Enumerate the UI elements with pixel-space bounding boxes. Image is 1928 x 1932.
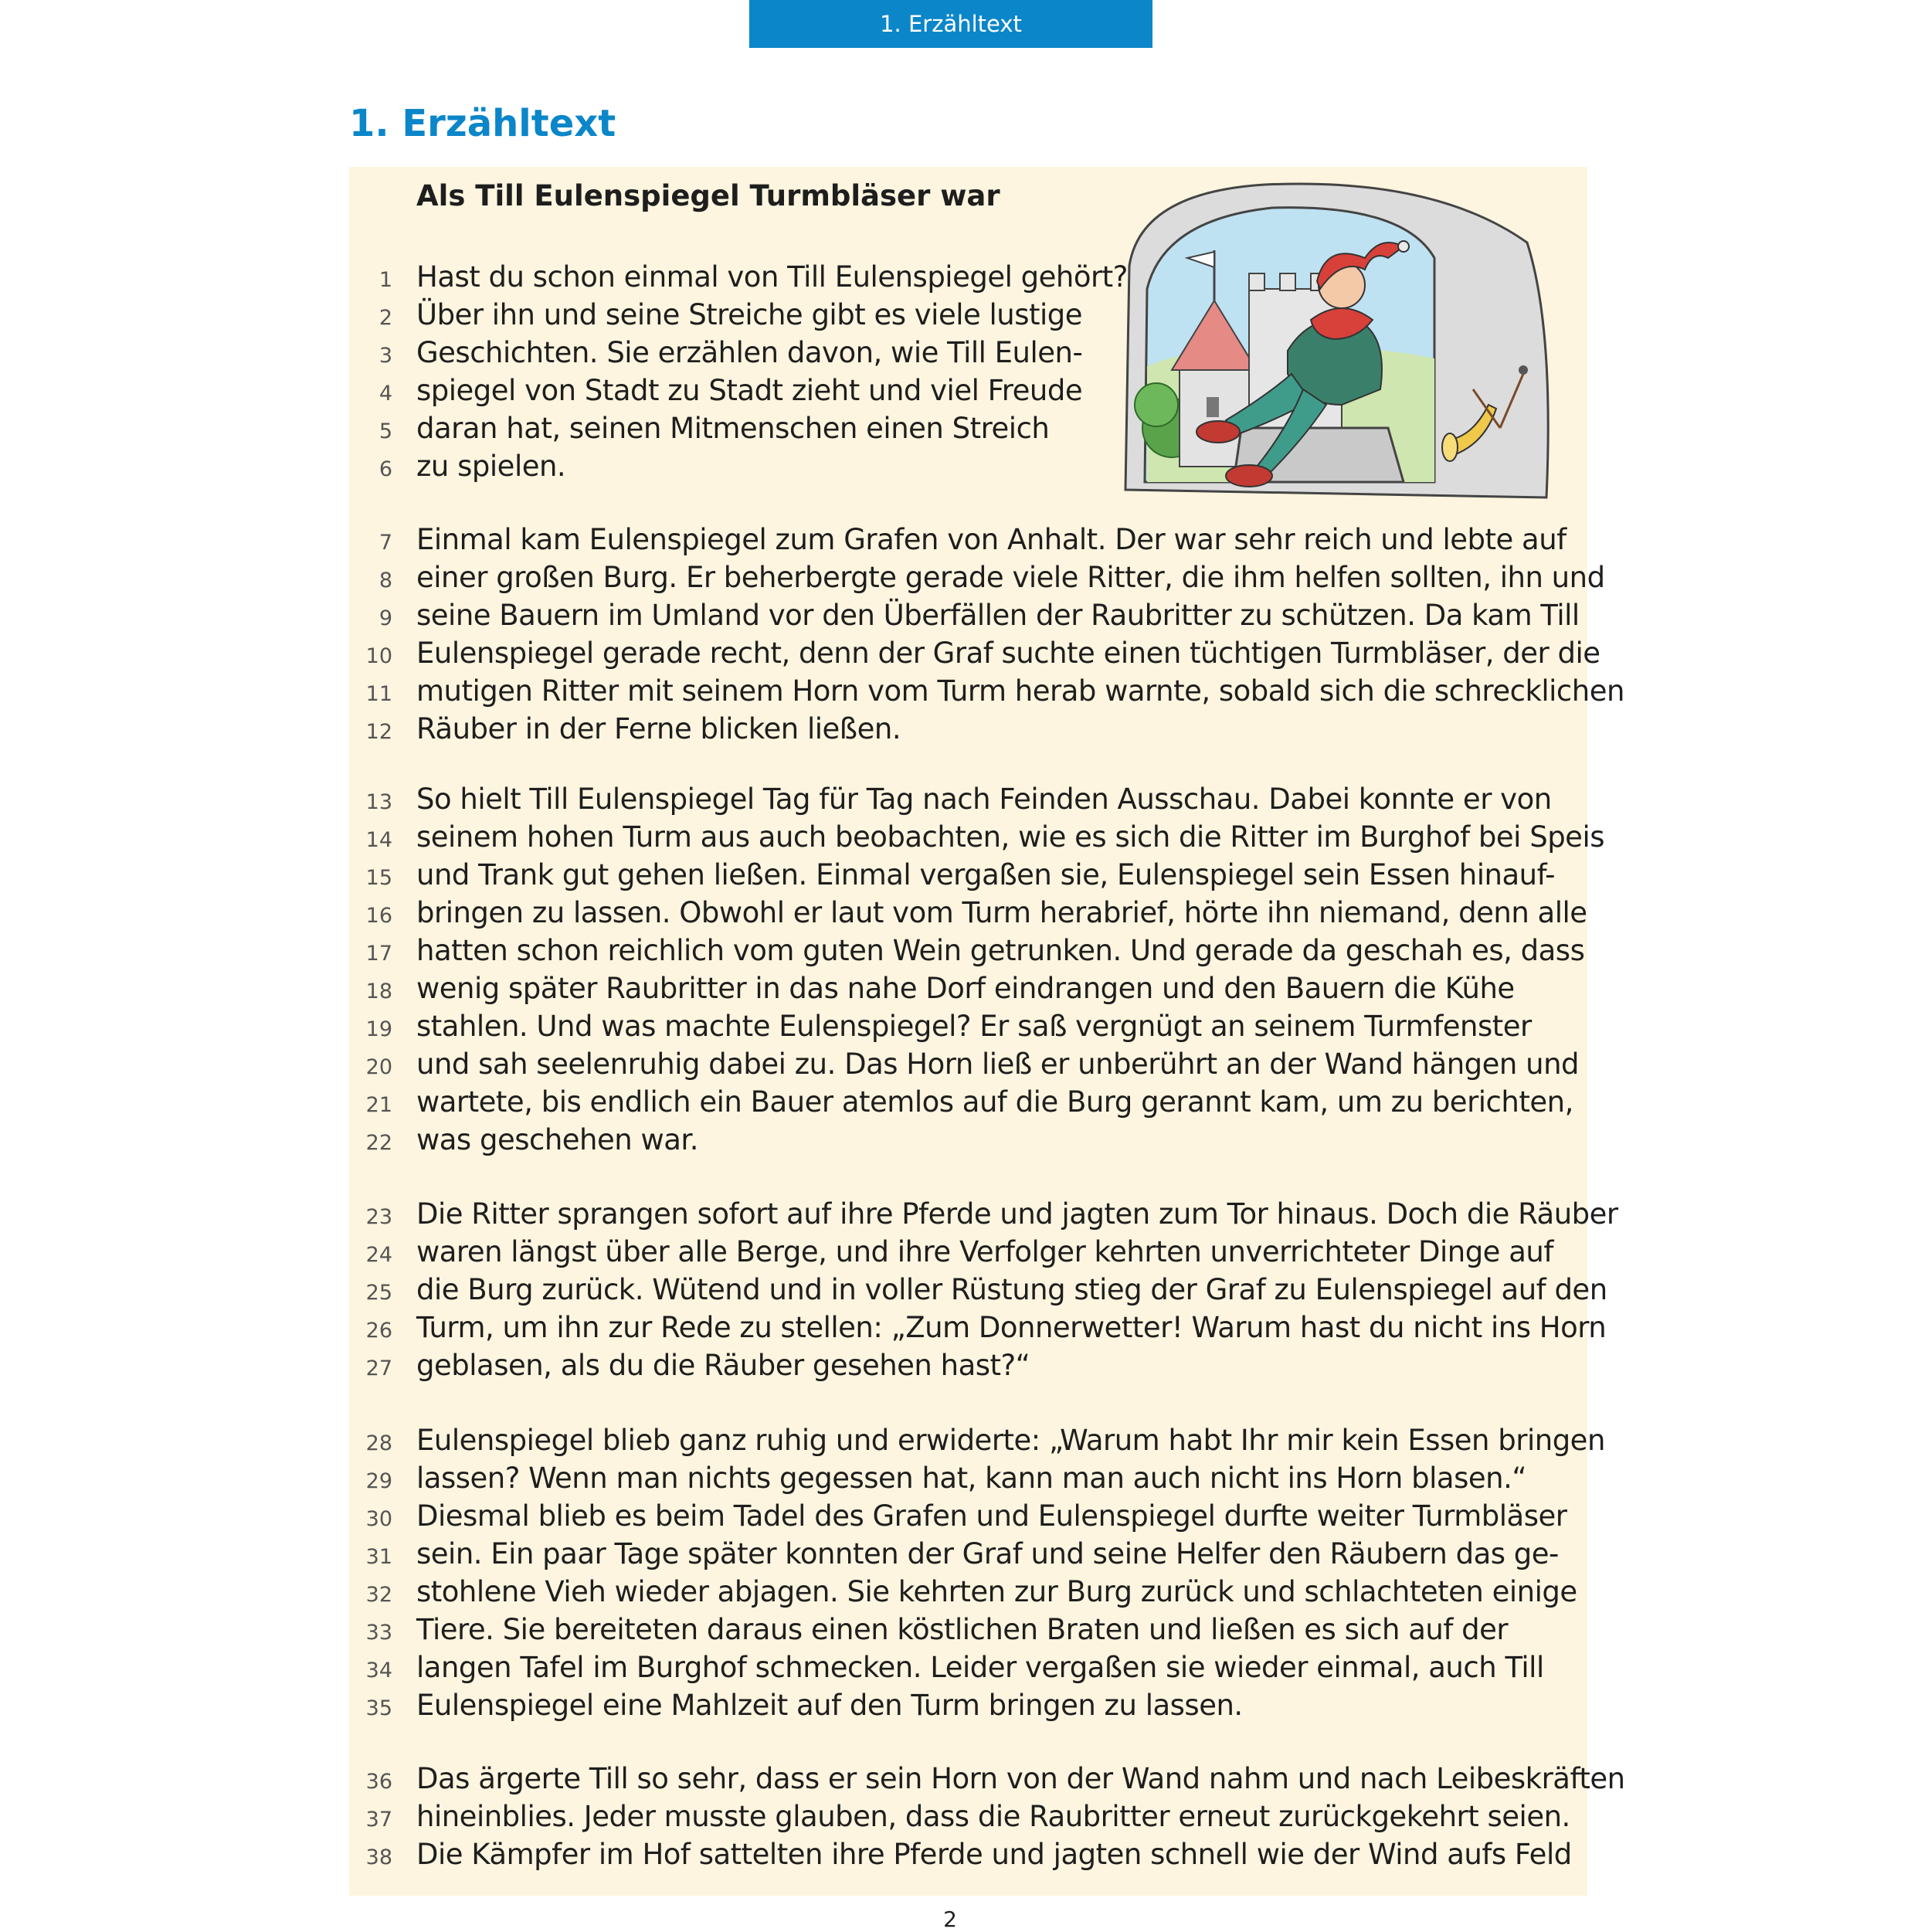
story-line: langen Tafel im Burghof schmecken. Leider vergaßen sie wieder einmal, auch Till <box>416 1651 1544 1684</box>
story-line: Eulenspiegel gerade recht, denn der Graf suchte einen tüchtigen Turmbläser, der die <box>416 637 1600 670</box>
story-line: Eulenspiegel blieb ganz ruhig und erwiderte: „Warum habt Ihr mir kein Essen bringen <box>416 1424 1605 1457</box>
line-number: 35 <box>365 1696 392 1720</box>
line-number: 18 <box>365 980 392 1003</box>
line-number: 14 <box>365 828 392 852</box>
story-title: Als Till Eulenspiegel Turmbläser war <box>416 179 1000 212</box>
story-line: hatten schon reichlich vom guten Wein getrunken. Und gerade da geschah es, dass <box>416 934 1585 967</box>
line-number: 17 <box>365 942 392 966</box>
page-number: 2 <box>943 1907 957 1932</box>
story-line: wartete, bis endlich ein Bauer atemlos auf die Burg gerannt kam, um zu berichten, <box>416 1085 1573 1119</box>
story-line: Tiere. Sie bereiteten daraus einen köstlichen Braten und ließen es sich auf der <box>416 1613 1509 1646</box>
story-line: Hast du schon einmal von Till Eulenspiegel gehört? <box>416 260 1128 294</box>
story-line: einer großen Burg. Er beherbergte gerade viele Ritter, die ihm helfen sollten, ihn und <box>416 561 1605 594</box>
story-line: die Burg zurück. Wütend und in voller Rüstung stieg der Graf zu Eulenspiegel auf den <box>416 1273 1607 1306</box>
line-number: 21 <box>365 1093 392 1117</box>
story-line: spiegel von Stadt zu Stadt zieht und viel Freude <box>416 374 1083 407</box>
line-number: 22 <box>365 1131 392 1155</box>
line-number: 27 <box>365 1356 392 1380</box>
story-line: Geschichten. Sie erzählen davon, wie Till Eulen- <box>416 336 1083 369</box>
story-line: daran hat, seinen Mitmenschen einen Streich <box>416 412 1050 445</box>
line-number: 32 <box>365 1583 392 1607</box>
line-number: 3 <box>378 344 392 368</box>
story-line: seine Bauern im Umland vor den Überfällen der Raubritter zu schützen. Da kam Till <box>416 599 1580 632</box>
line-number: 7 <box>378 531 392 555</box>
story-line: seinem hohen Turm aus auch beobachten, wie es sich die Ritter im Burghof bei Speis <box>416 820 1605 854</box>
story-line: Eulenspiegel eine Mahlzeit auf den Turm bringen zu lassen. <box>416 1689 1243 1722</box>
story-line: und Trank gut gehen ließen. Einmal vergaßen sie, Eulenspiegel sein Essen hinauf- <box>416 858 1555 891</box>
line-number: 13 <box>365 790 392 814</box>
story-line: lassen? Wenn man nichts gegessen hat, kann man auch nicht ins Horn blasen.“ <box>416 1462 1527 1495</box>
line-number: 11 <box>365 682 392 706</box>
story-line: Einmal kam Eulenspiegel zum Grafen von Anhalt. Der war sehr reich und lebte auf <box>416 523 1566 556</box>
line-number: 4 <box>378 382 392 406</box>
line-number: 28 <box>365 1431 392 1455</box>
line-number: 34 <box>365 1659 392 1682</box>
line-number: 25 <box>365 1281 392 1305</box>
page-title: 1. Erzähltext <box>349 102 616 145</box>
line-number: 6 <box>378 457 392 481</box>
story-line: So hielt Till Eulenspiegel Tag für Tag nach Feinden Ausschau. Dabei konnte er von <box>416 783 1552 816</box>
story-line: was geschehen war. <box>416 1123 698 1156</box>
story-line: Die Ritter sprangen sofort auf ihre Pferde und jagten zum Tor hinaus. Doch die Räuber <box>416 1197 1618 1231</box>
line-number: 37 <box>365 1808 392 1832</box>
line-number: 29 <box>365 1469 392 1493</box>
story-line: mutigen Ritter mit seinem Horn vom Turm herab warnte, sobald sich die schrecklichen <box>416 674 1624 708</box>
story-line: hineinblies. Jeder musste glauben, dass die Raubritter erneut zurückgekehrt seien. <box>416 1800 1570 1833</box>
header-section-tab: 1. Erzähltext <box>749 0 1152 48</box>
story-line: Turm, um ihn zur Rede zu stellen: „Zum Donnerwetter! Warum hast du nicht ins Horn <box>416 1311 1607 1344</box>
line-number: 23 <box>365 1205 392 1229</box>
line-number: 36 <box>365 1770 392 1794</box>
till-eulenspiegel-illustration <box>1110 173 1558 513</box>
line-number: 19 <box>365 1017 392 1041</box>
line-number: 30 <box>365 1507 392 1531</box>
line-number: 2 <box>378 306 392 330</box>
line-number: 38 <box>365 1845 392 1869</box>
line-number: 24 <box>365 1243 392 1267</box>
line-number: 8 <box>378 569 392 593</box>
line-number: 33 <box>365 1621 392 1645</box>
story-line: stohlene Vieh wieder abjagen. Sie kehrten zur Burg zurück und schlachteten einige <box>416 1575 1577 1608</box>
line-number: 10 <box>365 644 392 668</box>
line-number: 31 <box>365 1545 392 1569</box>
story-line: Über ihn und seine Streiche gibt es viele lustige <box>416 298 1083 331</box>
story-line: Die Kämpfer im Hof sattelten ihre Pferde und jagten schnell wie der Wind aufs Feld <box>416 1838 1572 1871</box>
story-line: waren längst über alle Berge, und ihre Verfolger kehrten unverrichteter Dinge auf <box>416 1235 1553 1268</box>
line-number: 26 <box>365 1319 392 1343</box>
story-line: sein. Ein paar Tage später konnten der Graf und seine Helfer den Räubern das ge- <box>416 1537 1559 1570</box>
story-line: stahlen. Und was machte Eulenspiegel? Er saß vergnügt an seinem Turmfenster <box>416 1010 1532 1043</box>
story-line: geblasen, als du die Räuber gesehen hast?“ <box>416 1349 1030 1382</box>
story-line: Diesmal blieb es beim Tadel des Grafen und Eulenspiegel durfte weiter Turmbläser <box>416 1499 1567 1533</box>
story-line: und sah seelenruhig dabei zu. Das Horn ließ er unberührt an der Wand hängen und <box>416 1047 1580 1081</box>
line-number: 5 <box>378 419 392 443</box>
story-line: zu spielen. <box>416 450 566 483</box>
story-line: bringen zu lassen. Obwohl er laut vom Turm herabrief, hörte ihn niemand, denn alle <box>416 896 1587 929</box>
line-number: 12 <box>365 720 392 744</box>
story-line: Räuber in der Ferne blicken ließen. <box>416 712 901 745</box>
line-number: 9 <box>378 606 392 630</box>
line-number: 15 <box>365 866 392 890</box>
line-number: 20 <box>365 1055 392 1079</box>
story-line: Das ärgerte Till so sehr, dass er sein Horn von der Wand nahm und nach Leibeskräften <box>416 1762 1625 1795</box>
line-number: 16 <box>365 904 392 928</box>
story-line: wenig später Raubritter in das nahe Dorf eindrangen und den Bauern die Kühe <box>416 972 1515 1005</box>
line-number: 1 <box>378 268 392 292</box>
